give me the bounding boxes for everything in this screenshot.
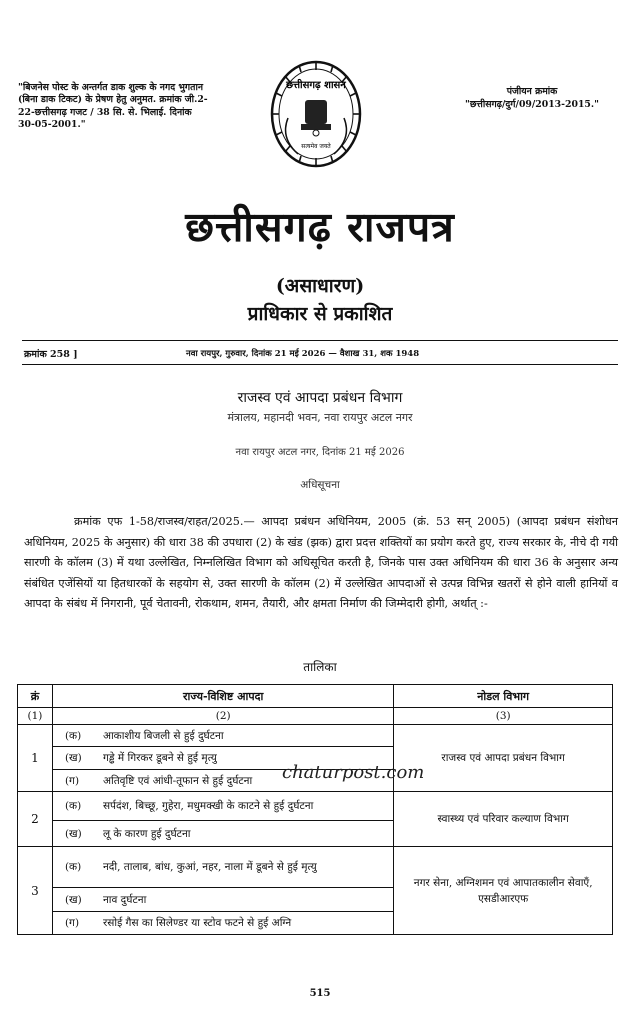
item-label: (ख) (64, 752, 82, 764)
issue-dateline: नवा रायपुर, गुरुवार, दिनांक 21 मई 2026 — वैशाख 31, शक 1948 (186, 349, 420, 359)
table-row (18, 725, 613, 747)
item-label: (ख) (64, 827, 82, 840)
header-nodal-department: नोडल विभाग (394, 685, 613, 708)
item-label: (क) (64, 729, 82, 742)
page-number: 515 (309, 988, 331, 999)
row-serial: 1 (18, 725, 53, 792)
header-disaster: राज्य-विशिष्ट आपदा (52, 685, 393, 708)
header-rule-top (22, 340, 618, 341)
nodal-department-cell: राजस्व एवं आपदा प्रबंधन विभाग (394, 725, 613, 792)
table-row (18, 792, 613, 821)
disaster-cell (52, 725, 393, 747)
registration-number: "छत्तीसगढ़/दुर्ग/09/2013-2015." (465, 98, 599, 110)
item-text: गड्ढे में गिरकर डूबने से हुई मृत्यु (102, 752, 217, 764)
item-label: (ग) (64, 774, 80, 787)
table-column-number-row (18, 708, 613, 725)
department-address: मंत्रालय, महानदी भवन, नवा रायपुर अटल नगर (227, 411, 413, 424)
watermark: chaturpost.com (282, 762, 425, 783)
nodal-department-cell: स्वास्थ्य एवं परिवार कल्याण विभाग (394, 792, 613, 847)
item-text: रसोई गैस का सिलेण्डर या स्टोव फटने से हुई अग्नि (102, 917, 292, 929)
table-row (18, 847, 613, 888)
row-serial: 2 (18, 792, 53, 847)
disaster-cell (52, 888, 393, 912)
disaster-cell (52, 847, 393, 888)
disaster-cell (52, 912, 393, 935)
item-text: अतिवृष्टि एवं आंधी-तूफान से हुई दुर्घटना (102, 774, 253, 787)
table-header-row (18, 685, 613, 708)
state-emblem (268, 58, 364, 176)
disaster-cell (52, 821, 393, 847)
issue-number: क्रमांक 258 ] (24, 349, 78, 360)
place-date: नवा रायपुर अटल नगर, दिनांक 21 मई 2026 (235, 447, 405, 458)
row-serial: 3 (18, 847, 53, 935)
nodal-department-cell: नगर सेना, अग्निशमन एवं आपातकालीन सेवाएँ, एसडीआरएफ (394, 847, 613, 935)
column-number: (3) (394, 708, 613, 725)
registration-label: पंजीयन क्रमांक (506, 86, 558, 97)
table-title: तालिका (303, 660, 337, 674)
item-label: (ग) (64, 917, 80, 929)
department-name: राजस्व एवं आपदा प्रबंधन विभाग (237, 390, 403, 406)
notification-heading: अधिसूचना (300, 479, 340, 491)
column-number: (2) (52, 708, 393, 725)
item-label: (ख) (64, 893, 82, 906)
item-text: आकाशीय बिजली से हुई दुर्घटना (102, 729, 224, 742)
item-label: (क) (64, 860, 82, 873)
emblem-motto: सत्यमेव जयते (301, 143, 331, 150)
gazette-title: छत्तीसगढ़ राजपत्र (185, 203, 455, 251)
item-text: लू के कारण हुई दुर्घटना (102, 827, 191, 840)
header-rule-bottom (22, 364, 618, 365)
registration-note (432, 86, 632, 111)
gazette-subtitle: (असाधारण) (275, 275, 365, 297)
gazette-authority-line: प्राधिकार से प्रकाशित (247, 303, 393, 325)
notification-body: क्रमांक एफ 1-58/राजस्व/राहत/2025.— आपदा प्रबंधन अधिनियम, 2005 (क्रं. 53 सन् 2005) (आपदा प्रबंधन संशोधन अधिनियम, 2025 के अनुसार) की धारा 38 की उपधारा (2) के खंड (झक) द्वारा प्रदत्त शक्तियों का प्रयोग करते हुए, राज्य सरकार के, नीचे दी गयी सारणी के कॉलम (3) में यथा उल्लेखित, निम्नलिखित विभाग को अधिसूचित करती है, जिनके पास उक्त अधिनियम की धारा 36 के अनुसार अन्य संबंधित एजेंसियों या हितधारकों के सहयोग से, उक्त सारणी के कॉलम (2) में उल्लेखित आपदाओं से उत्पन्न विभिन्न खतरों से होने वाली हानियों व आपदा के संबंध में निगरानी, पूर्व चेतावनी, रोकथाम, शमन, तैयारी, और क्षमता निर्माण की जिम्मेदारी होगी, अर्थात् :- (24, 515, 618, 610)
item-label: (क) (64, 800, 82, 812)
disaster-table (17, 684, 613, 935)
emblem-text: छत्तीसगढ़ शासन (286, 80, 346, 91)
header-serial: क्रं (18, 685, 53, 708)
item-text: सर्पदंश, बिच्छू, गुहेरा, मधुमक्खी के काटने से हुई दुर्घटना (102, 800, 314, 812)
item-text: नाव दुर्घटना (102, 893, 147, 906)
disaster-cell (52, 792, 393, 821)
item-text: नदी, तालाब, बांध, कुआं, नहर, नाला में डूबने से हुई मृत्यु (102, 860, 317, 873)
postage-note: "बिजनेस पोस्ट के अन्तर्गत डाक शुल्क के नगद भुगतान (बिना डाक टिकट) के प्रेषण हेतु अनुमत. क्रमांक जी.2-22-छत्तीसगढ़ गजट / 38 सि. से. भिलाई. दिनांक 30-05-2001." (18, 82, 208, 130)
column-number: (1) (18, 708, 53, 725)
